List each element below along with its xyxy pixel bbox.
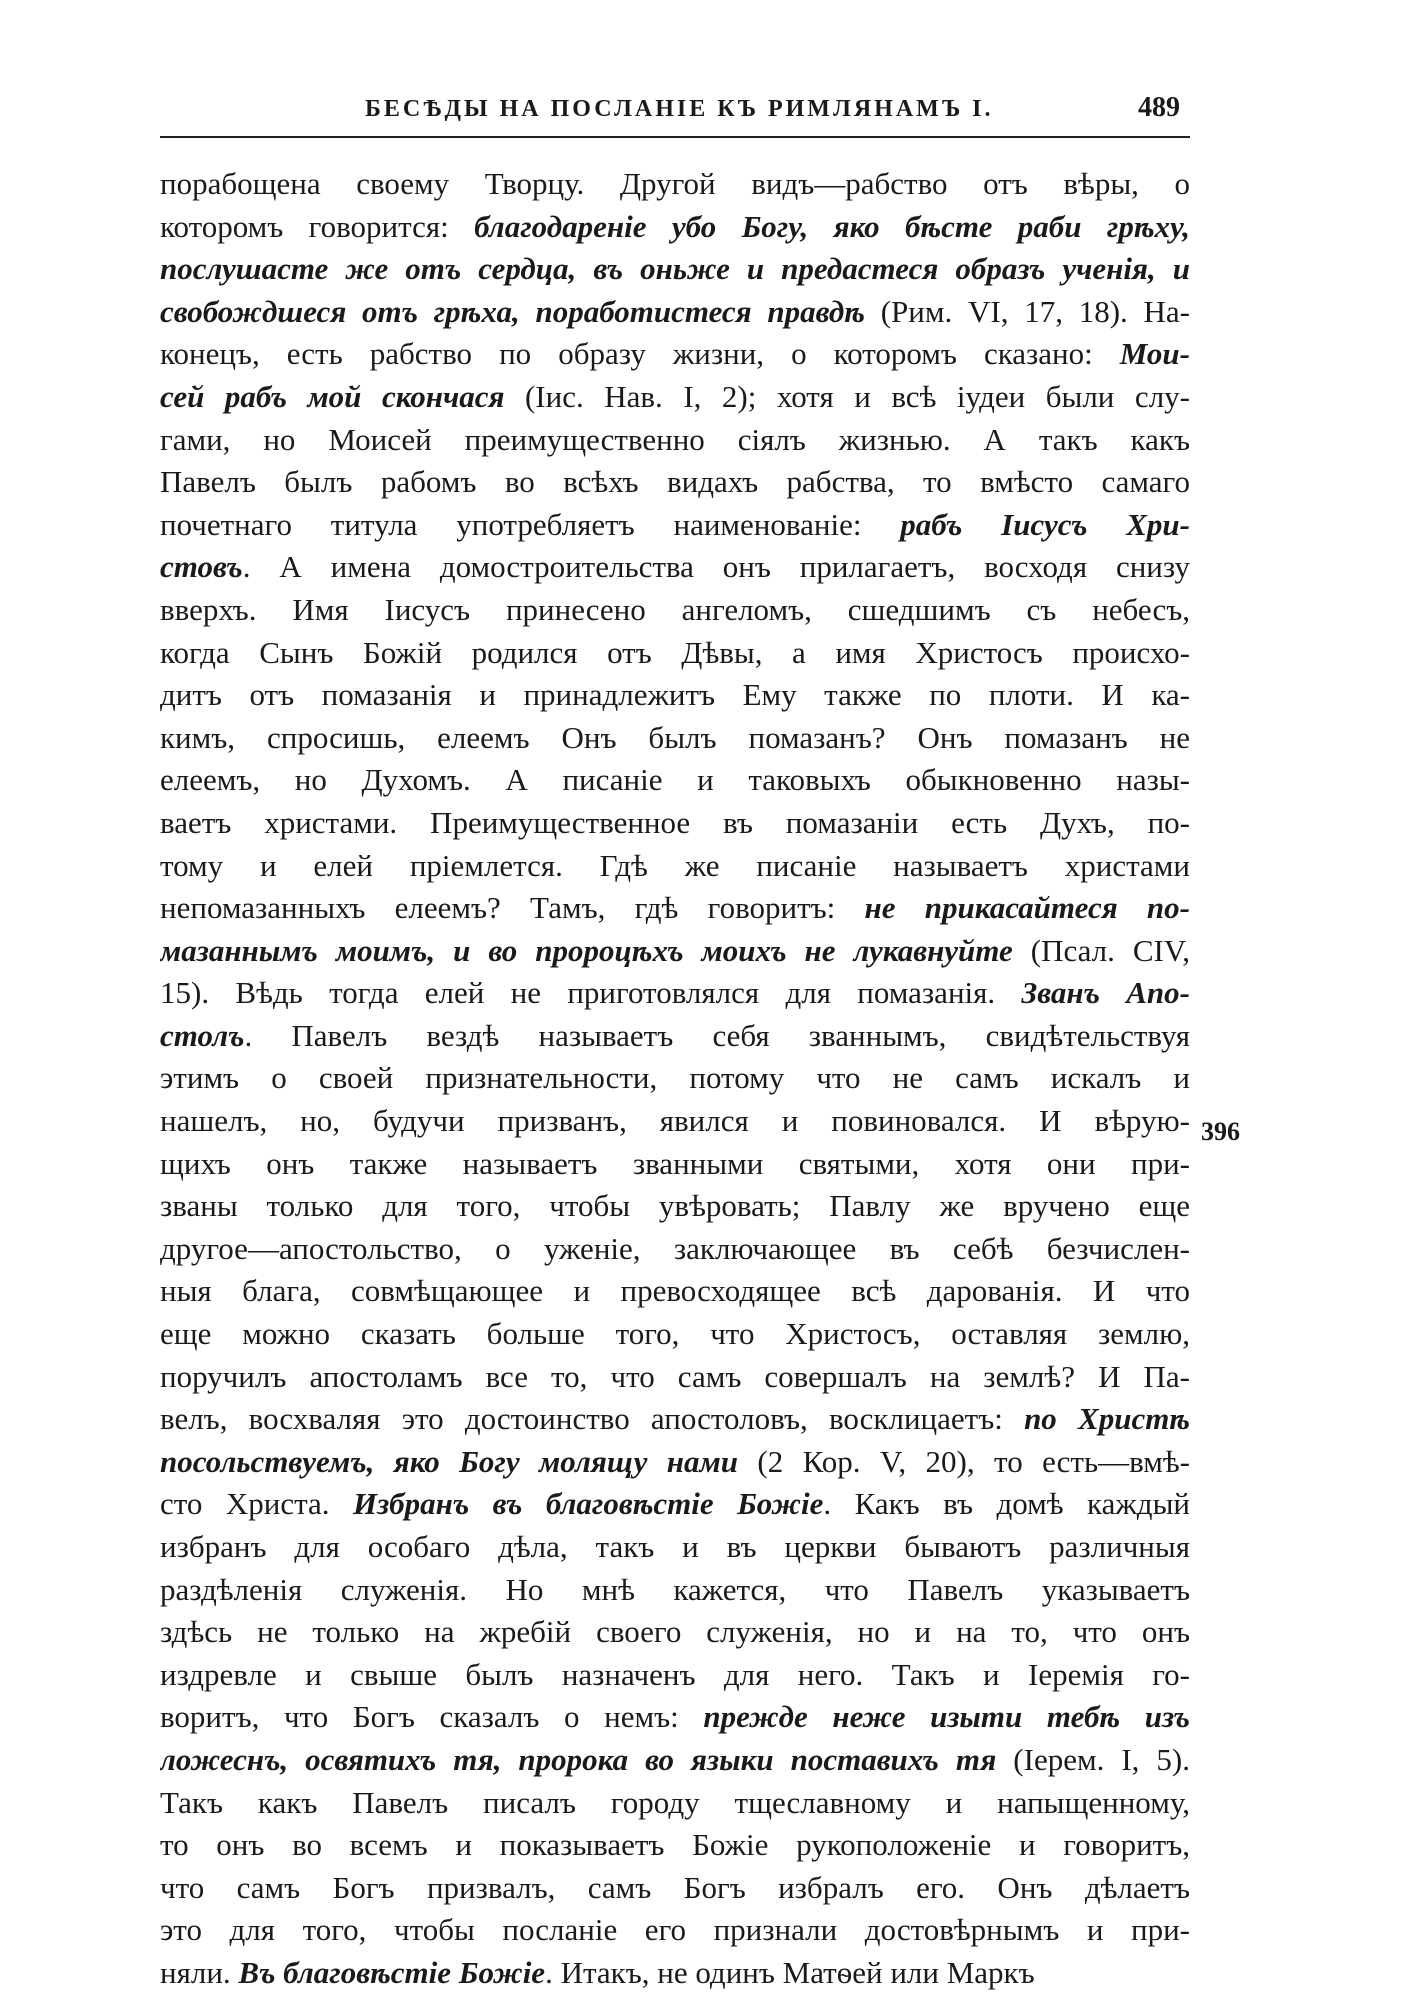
text-run: гами, но Моисей преимущественно сіялъ жизнью. А такъ какъ (160, 421, 1190, 457)
text-line (160, 1228, 1190, 1271)
text-line (160, 1100, 1190, 1143)
text-run: елеемъ, но Духомъ. А писаніе и таковыхъ обыкновенно назы- (160, 762, 1190, 798)
text-line (160, 376, 1190, 419)
italic-quotation: по Христѣ (1024, 1401, 1190, 1437)
italic-quotation: посольствуемъ, яко Богу молящу нами (160, 1443, 738, 1479)
italic-quotation: Мои- (1119, 336, 1190, 372)
text-run: няли. (160, 1954, 239, 1990)
text-line (160, 546, 1190, 589)
text-run: тому и елей пріемлется. Гдѣ же писаніе называетъ христами (160, 847, 1190, 883)
text-run: дитъ отъ помазанія и принадлежитъ Ему также по плоти. И ка- (160, 677, 1190, 713)
italic-quotation: Избранъ въ благовѣстіе Божіе (352, 1486, 824, 1522)
text-run: сто Христа. (160, 1486, 353, 1522)
text-run: (Іерем. I, 5). (996, 1741, 1190, 1777)
italic-quotation: не прикасайтеся по- (864, 890, 1190, 926)
italic-quotation: послушасте же отъ сердца, въ оньже и предастеся образъ ученія, и (160, 251, 1190, 287)
text-run: непомазанныхъ елеемъ? Тамъ, гдѣ говоритъ: (160, 890, 865, 926)
italic-quotation: Званъ Апо- (1021, 975, 1190, 1011)
text-run: то онъ во всемъ и показываетъ Божіе рукоположеніе и говоритъ, (160, 1827, 1190, 1863)
header-rule (160, 136, 1190, 138)
text-line (160, 1526, 1190, 1569)
text-line (160, 1611, 1190, 1654)
text-run: издревле и свыше былъ назначенъ для него. Такъ и Іеремія го- (160, 1656, 1190, 1692)
text-run: почетнаго титула употребляетъ наименованіе: (160, 506, 901, 542)
text-run: что самъ Богъ призвалъ, самъ Богъ избралъ его. Онъ дѣлаетъ (160, 1869, 1190, 1905)
text-run: . А имена домостроительства онъ прилагаетъ, восходя снизу (242, 549, 1190, 585)
text-line (160, 163, 1190, 206)
text-run: (2 Кор. V, 20), то есть—вмѣ- (738, 1443, 1190, 1479)
text-line (160, 1782, 1190, 1825)
text-line (160, 1015, 1190, 1058)
text-line (160, 206, 1190, 249)
text-line (160, 1952, 1190, 1995)
running-title: БЕСѢДЫ НА ПОСЛАНІЕ КЪ РИМЛЯНАМЪ I. (365, 96, 994, 122)
text-run: еще можно сказать больше того, что Христосъ, оставляя землю, (160, 1316, 1190, 1352)
text-line (160, 1739, 1190, 1782)
italic-quotation: Въ благовѣстіе Божіе (238, 1954, 546, 1990)
text-run: (Рим. VI, 17, 18). На- (864, 293, 1190, 329)
text-run: порабощена своему Творцу. Другой видъ—рабство отъ вѣры, о (160, 166, 1190, 201)
text-run: поручилъ апостоламъ все то, что самъ совершалъ на землѣ? И Па- (160, 1358, 1190, 1394)
text-line (160, 1313, 1190, 1356)
text-line (160, 1356, 1190, 1399)
text-run: этимъ о своей признательности, потому что не самъ искалъ и (160, 1060, 1190, 1096)
text-line (160, 1185, 1190, 1228)
text-run: конецъ, есть рабство по образу жизни, о которомъ сказано: (160, 336, 1120, 372)
text-run: (Псал. CIV, (1012, 932, 1190, 968)
text-run: другое—апостольство, о уженіе, заключающее въ себѣ безчислен- (160, 1230, 1190, 1266)
text-line (160, 930, 1190, 973)
italic-quotation: мазаннымъ моимъ, и во пророцѣхъ моихъ не лукавнуйте (160, 932, 1013, 968)
text-line (160, 419, 1190, 462)
text-line (160, 1867, 1190, 1910)
text-line (160, 1143, 1190, 1186)
page-number: 489 (1138, 92, 1180, 123)
text-line (160, 1270, 1190, 1313)
text-run: когда Сынъ Божій родился отъ Дѣвы, а имя Христосъ происхо- (160, 634, 1190, 670)
italic-quotation: свобождшеся отъ грѣха, поработистеся правдѣ (160, 293, 865, 329)
text-run: щихъ онъ также называетъ званными святыми, хотя они при- (160, 1145, 1190, 1181)
text-line (160, 632, 1190, 675)
text-line (160, 1654, 1190, 1697)
text-line (160, 504, 1190, 547)
italic-quotation: рабъ Іисусъ Хри- (900, 506, 1190, 542)
text-line (160, 802, 1190, 845)
text-line (160, 1057, 1190, 1100)
text-line (160, 1824, 1190, 1867)
text-run: воритъ, что Богъ сказалъ о немъ: (160, 1699, 704, 1735)
text-run: Такъ какъ Павелъ писалъ городу тщеславному и напыщенному, (160, 1784, 1190, 1820)
text-line (160, 333, 1190, 376)
text-line (160, 759, 1190, 802)
italic-quotation: стовъ (160, 549, 243, 585)
text-line (160, 1483, 1190, 1526)
text-run: здѣсь не только на жребій своего служенія, но и на то, что онъ (160, 1614, 1190, 1650)
text-run: ныя блага, совмѣщающее и превосходящее всѣ дарованія. И что (160, 1273, 1190, 1309)
text-line (160, 1696, 1190, 1739)
text-line (160, 674, 1190, 717)
text-run: которомъ говорится: (160, 208, 475, 244)
text-line (160, 291, 1190, 334)
page-header (160, 92, 1190, 140)
italic-quotation: благодареніе убо Богу, яко бѣсте раби грѣху, (474, 208, 1190, 244)
text-line (160, 887, 1190, 930)
text-run: велъ, восхваляя это достоинство апостоловъ, восклицаетъ: (160, 1401, 1025, 1437)
text-run: ваетъ христами. Преимущественное въ помазаніи есть Духъ, по- (160, 804, 1190, 840)
italic-quotation: столъ (160, 1017, 245, 1053)
text-line (160, 972, 1190, 1015)
text-run: (Іис. Нав. I, 2); хотя и всѣ іудеи были слу- (504, 378, 1190, 414)
text-line (160, 1441, 1190, 1484)
italic-quotation: прежде неже изыти тебѣ изъ (703, 1699, 1190, 1735)
italic-quotation: ложеснъ, освятихъ тя, пророка во языки поставихъ тя (160, 1741, 997, 1777)
text-line (160, 1909, 1190, 1952)
text-run: избранъ для особаго дѣла, такъ и въ церкви бываютъ различныя (160, 1529, 1190, 1564)
body-text (160, 163, 1190, 1995)
text-line (160, 461, 1190, 504)
text-run: вверхъ. Имя Іисусъ принесено ангеломъ, сшедшимъ съ небесъ, (160, 591, 1190, 627)
text-run: кимъ, спросишь, елеемъ Онъ былъ помазанъ? Онъ помазанъ не (160, 719, 1190, 755)
margin-page-marker: 396 (1201, 1117, 1240, 1146)
italic-quotation: сей рабъ мой скончася (160, 378, 505, 414)
text-line (160, 845, 1190, 888)
text-line (160, 1569, 1190, 1612)
text-line (160, 1398, 1190, 1441)
text-run: . Какъ въ домѣ каждый (823, 1486, 1190, 1522)
text-line (160, 589, 1190, 632)
text-run: . Павелъ вездѣ называетъ себя званнымъ, свидѣтельствуя (244, 1017, 1190, 1053)
text-run: раздѣленія служенія. Но мнѣ кажется, что Павелъ указываетъ (160, 1571, 1190, 1607)
text-run: это для того, чтобы посланіе его признали достовѣрнымъ и при- (160, 1912, 1190, 1948)
text-run: 15). Вѣдь тогда елей не приготовлялся для помазанія. (160, 975, 1022, 1011)
text-line (160, 248, 1190, 291)
text-run: нашелъ, но, будучи призванъ, явился и повиновался. И вѣрую- (160, 1103, 1190, 1139)
text-run: Павелъ былъ рабомъ во всѣхъ видахъ рабства, то вмѣсто самаго (160, 464, 1190, 500)
text-line (160, 717, 1190, 760)
text-run: . Итакъ, не одинъ Матѳей или Маркъ (545, 1954, 1035, 1990)
text-run: званы только для того, чтобы увѣровать; Павлу же вручено еще (160, 1188, 1190, 1224)
